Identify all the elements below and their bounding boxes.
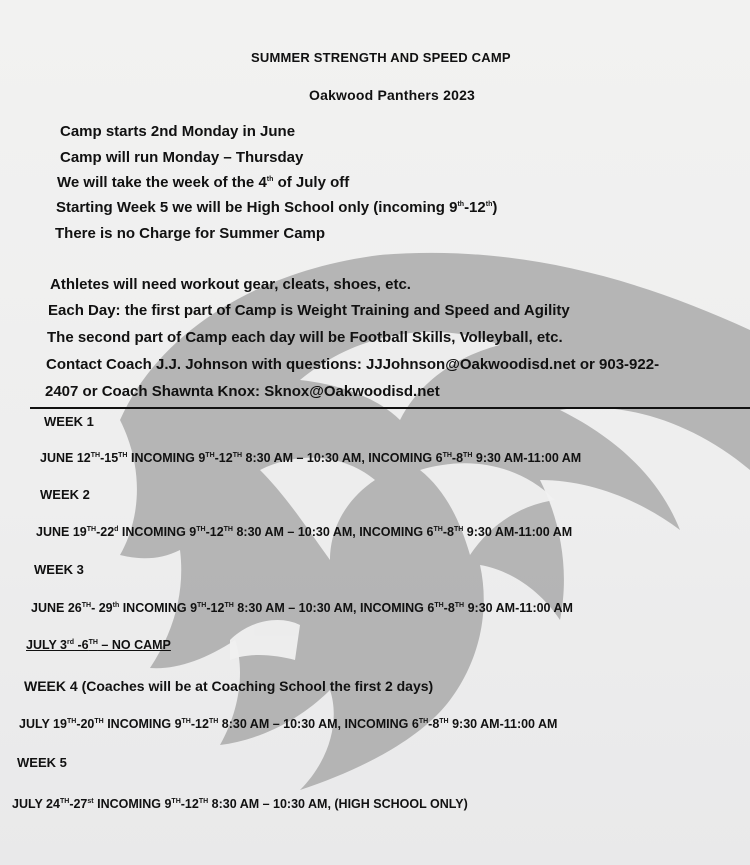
intro-line-3: We will take the week of the 4th of July off	[57, 174, 350, 191]
week-5-schedule: JULY 24TH-27st INCOMING 9TH-12TH 8:30 AM – 10:30 AM, (HIGH SCHOOL ONLY)	[12, 797, 468, 811]
info-line-3: The second part of Camp each day will be Football Skills, Volleyball, etc.	[47, 329, 563, 346]
intro-line-5: There is no Charge for Summer Camp	[55, 225, 326, 242]
week-4-label: WEEK 4 (Coaches will be at Coaching School the first 2 days)	[24, 678, 434, 694]
info-line-2: Each Day: the first part of Camp is Weight Training and Speed and Agility	[48, 302, 570, 319]
divider-line	[30, 407, 750, 409]
week-3-schedule: JUNE 26TH- 29th INCOMING 9TH-12TH 8:30 AM – 10:30 AM, INCOMING 6TH-8TH 9:30 AM-11:00 AM	[31, 601, 573, 615]
week-5-label: WEEK 5	[17, 755, 67, 770]
week-1-schedule: JUNE 12TH-15TH INCOMING 9TH-12TH 8:30 AM – 10:30 AM, INCOMING 6TH-8TH 9:30 AM-11:00 AM	[40, 451, 582, 465]
document-title: SUMMER STRENGTH AND SPEED CAMP	[251, 50, 511, 65]
week-4-schedule: JULY 19TH-20TH INCOMING 9TH-12TH 8:30 AM – 10:30 AM, INCOMING 6TH-8TH 9:30 AM-11:00 AM	[19, 717, 558, 731]
week-2-schedule: JUNE 19TH-22$^d$ INCOMING 9TH-12TH 8:30 AM – 10:30 AM, INCOMING 6TH-8TH 9:30 AM-11:00 AM	[36, 525, 573, 539]
july-no-camp-notice: JULY 3rd -6TH – NO CAMP	[26, 638, 171, 652]
intro-line-4: Starting Week 5 we will be High School only (incoming 9th-12th)	[56, 199, 498, 216]
week-1-label: WEEK 1	[44, 414, 94, 429]
info-line-5: 2407 or Coach Shawnta Knox: Sknox@Oakwoodisd.net	[45, 383, 440, 400]
document-subtitle: Oakwood Panthers 2023	[309, 87, 476, 103]
intro-line-2: Camp will run Monday – Thursday	[60, 149, 304, 166]
week-3-label: WEEK 3	[34, 562, 84, 577]
info-line-1: Athletes will need workout gear, cleats, shoes, etc.	[50, 276, 411, 293]
info-line-4: Contact Coach J.J. Johnson with questions: JJJohnson@Oakwoodisd.net or 903-922-	[46, 356, 660, 373]
week-2-label: WEEK 2	[40, 487, 90, 502]
intro-line-1: Camp starts 2nd Monday in June	[60, 123, 296, 140]
